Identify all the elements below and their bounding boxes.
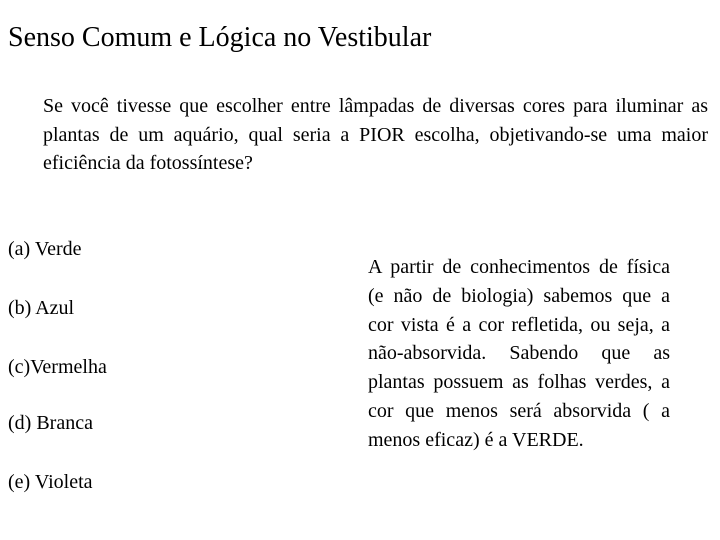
option-d: (d) Branca [8,412,93,434]
option-b: (b) Azul [8,297,75,319]
option-c: (c)Vermelha [8,356,107,378]
option-a: (a) Verde [8,238,82,260]
slide-title: Senso Comum e Lógica no Vestibular [8,22,432,53]
option-e: (e) Violeta [8,471,93,493]
explanation-text: A partir de conhecimentos de física (e não de biologia) sabemos que a cor vista é a cor refletida, ou seja, a não-absorvida. Sabendo que as plantas possuem as folhas verdes, a cor que menos será absorvida ( a menos eficaz) é a VERDE. [368,256,670,451]
question-text: Se você tivesse que escolher entre lâmpadas de diversas cores para iluminar as plantas de um aquário, qual seria a PIOR escolha, objetivando-se uma maior eficiência da fotossíntese? [43,95,708,174]
